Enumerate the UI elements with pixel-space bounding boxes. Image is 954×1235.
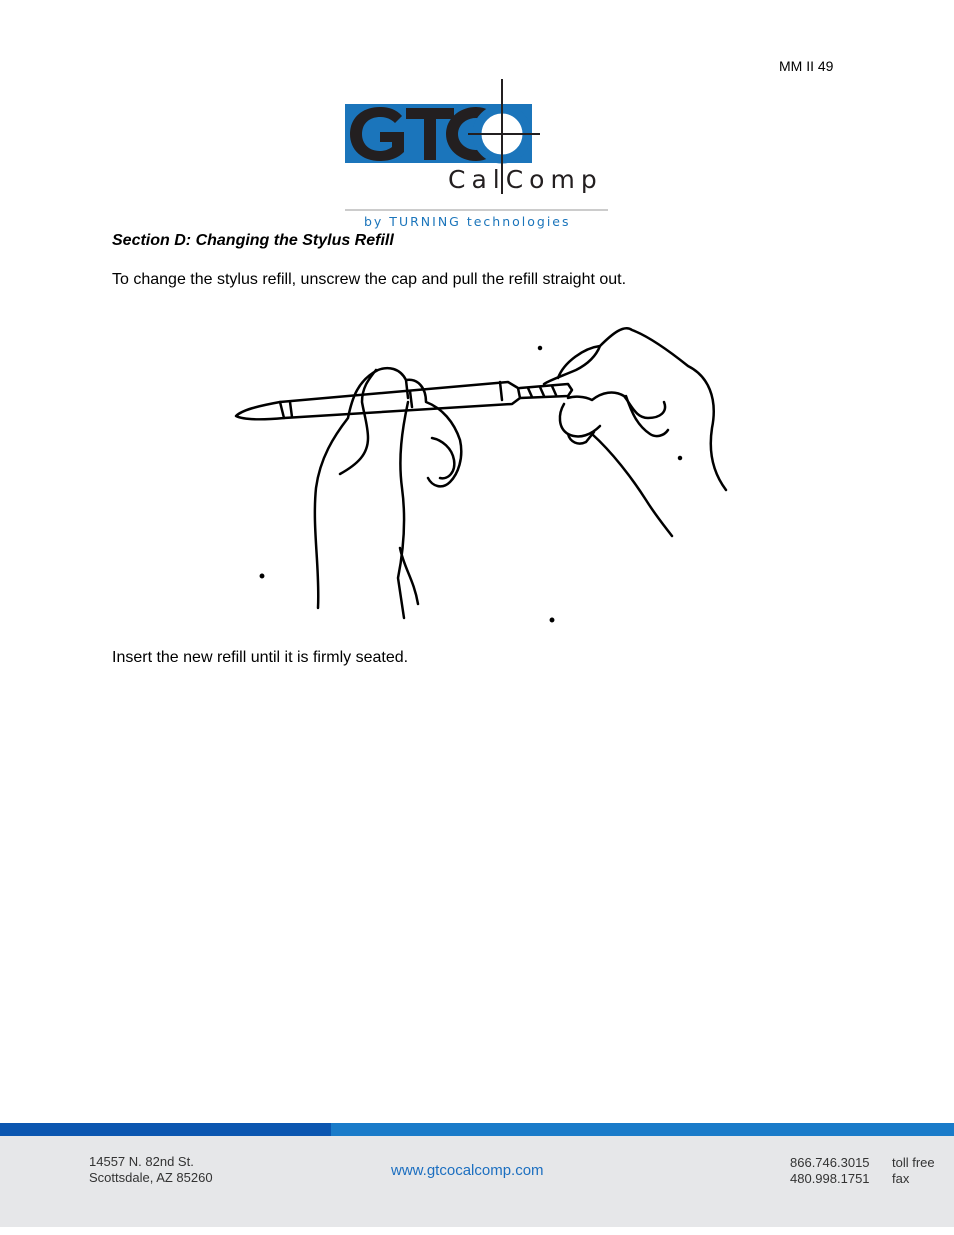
section-heading: Section D: Changing the Stylus Refill	[112, 232, 394, 249]
phone-label: toll free	[892, 1155, 935, 1170]
footer-color-bar	[0, 1123, 954, 1136]
footer-color-bar-left	[0, 1123, 331, 1136]
phone-toll-free	[790, 1155, 935, 1171]
logo-brand-bottom: CalComp	[448, 165, 603, 194]
logo-tagline: by TURNING technologies	[364, 214, 571, 229]
footer	[0, 1136, 954, 1227]
phone-number: 480.998.1751	[790, 1171, 870, 1186]
address-line-1: 14557 N. 82nd St.	[89, 1154, 194, 1169]
page-id: MM II 49	[779, 58, 834, 74]
gtco-calcomp-logo	[340, 76, 615, 232]
footer-website-link[interactable]: www.gtcocalcomp.com	[391, 1162, 544, 1179]
phone-number: 866.746.3015	[790, 1155, 870, 1170]
paragraph-remove-refill: To change the stylus refill, unscrew the cap and pull the refill straight out.	[112, 271, 627, 288]
paragraph-insert-refill: Insert the new refill until it is firmly seated.	[112, 649, 409, 666]
phone-label: fax	[892, 1171, 910, 1186]
footer-phones	[790, 1155, 935, 1187]
phone-fax	[790, 1171, 935, 1187]
address-line-2: Scottsdale, AZ 85260	[89, 1170, 213, 1185]
footer-address	[89, 1154, 213, 1186]
stylus-refill-illustration	[228, 318, 730, 628]
